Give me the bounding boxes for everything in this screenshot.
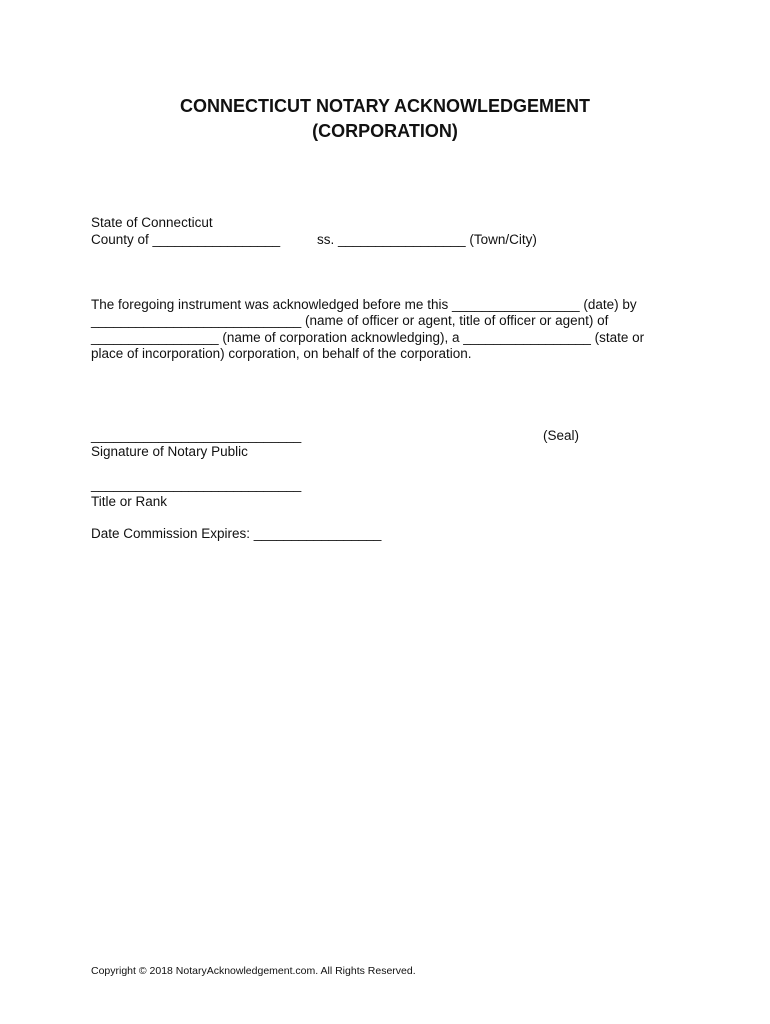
commission-expires-line: Date Commission Expires: _________________	[91, 526, 382, 541]
title-rank-blank: ____________________________	[91, 477, 302, 492]
title-rank-label: Title or Rank	[91, 494, 168, 509]
ss-town-line: ss. _________________ (Town/City)	[317, 232, 537, 247]
copyright-footer: Copyright © 2018 NotaryAcknowledgement.com. All Rights Reserved.	[91, 965, 416, 977]
body-line: The foregoing instrument was acknowledged before me this _________________ (date) by	[91, 297, 637, 312]
body-line: _________________ (name of corporation acknowledging), a _________________ (state or	[91, 330, 645, 345]
signature-label: Signature of Notary Public	[91, 444, 248, 459]
state-line: State of Connecticut	[91, 215, 213, 230]
signature-blank: ____________________________	[91, 428, 302, 443]
document-title-line1: CONNECTICUT NOTARY ACKNOWLEDGEMENT	[180, 96, 590, 116]
seal-label: (Seal)	[543, 428, 580, 443]
county-line: County of _________________	[91, 232, 281, 247]
document-title-line2: (CORPORATION)	[312, 121, 458, 141]
body-line: place of incorporation) corporation, on behalf of the corporation.	[91, 346, 472, 361]
body-line: ____________________________ (name of officer or agent, title of officer or agent) of	[91, 313, 609, 328]
